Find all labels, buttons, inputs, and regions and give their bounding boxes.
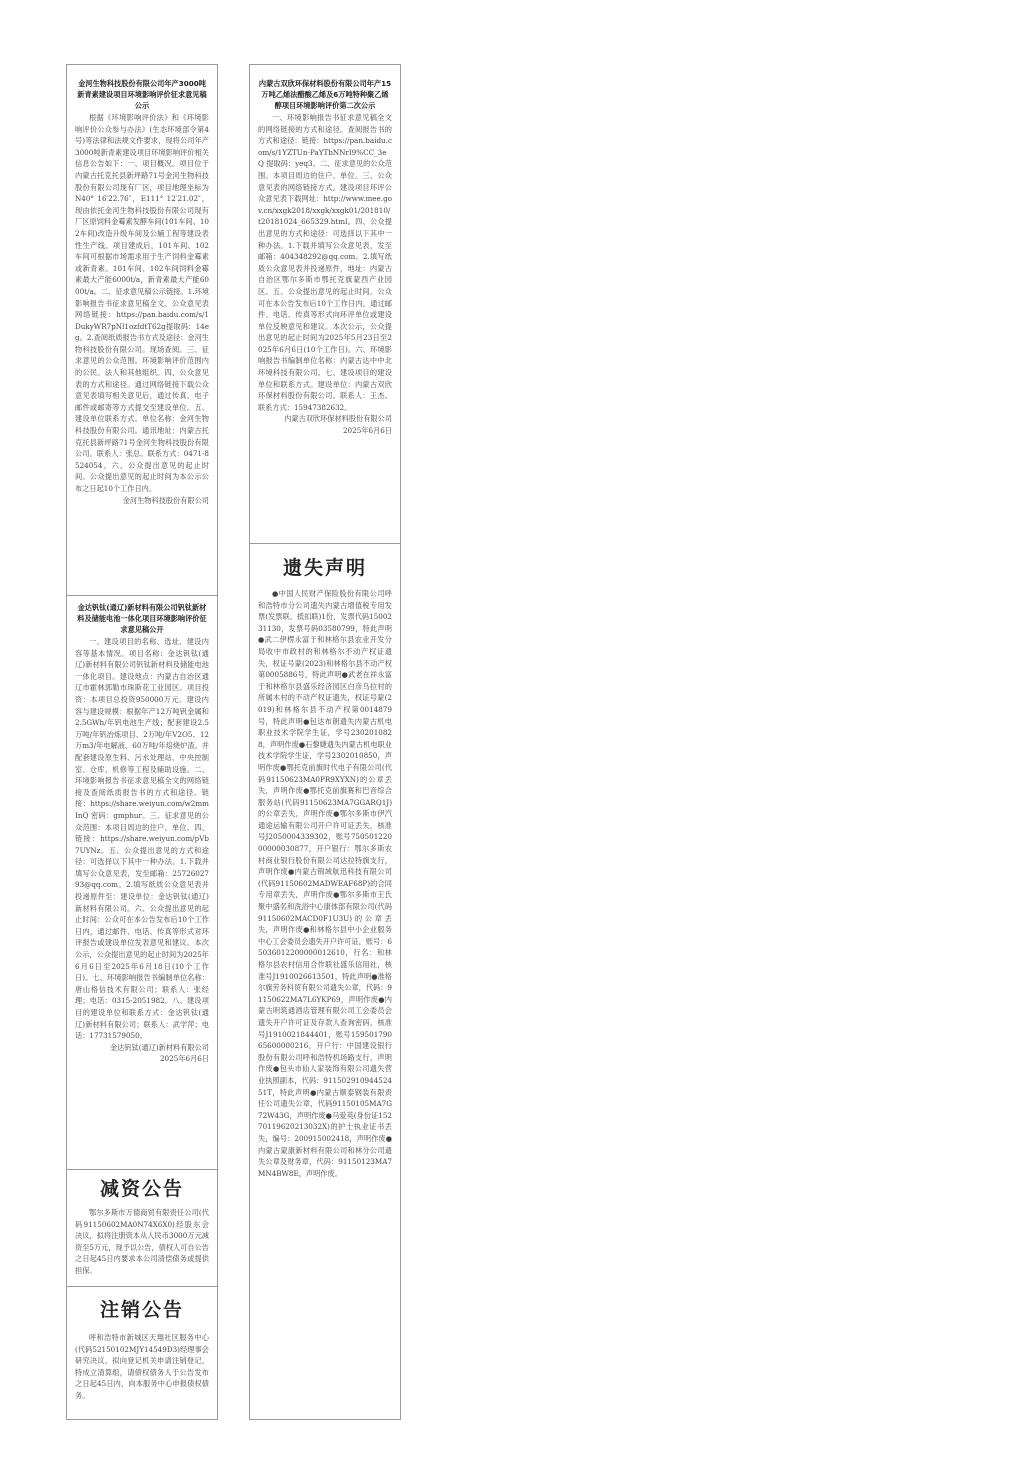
notice-jinda-vanadium	[67, 602, 217, 1167]
notice-title: 金达钒钛(通辽)新材料有限公司钒钛新材料及储能电池一体化项目环境影响评价征求意见稿公开	[77, 603, 207, 634]
notice-title: 金河生物科技股份有限公司年产3000吨新青素建设项目环境影响评价征求意见稿公示	[77, 79, 207, 110]
notice-deregistration	[67, 1291, 217, 1417]
left-column	[66, 64, 218, 1420]
notice-title: 内蒙古双欣环保材料股份有限公司年产15万吨乙烯法醋酸乙烯及6万吨特种聚乙烯醇项目环境影响评价第二次公示	[258, 79, 392, 110]
notice-body: 一、环境影响报告书征求意见稿全文的网络链接的方式和途径。查阅报告书的方式和途径：链接：https://pan.baidu.com/s/1YZTUn-PaYTbNNrI9%CC_3eQ 提取码：yeq3。二、征求意见的公众范围。本项目周边的住户、单位。三、公众意见表的网络链接方式。建设项目环评公众意见表下载网址：http://www.mee.gov.cn/xxgk2018/xxgk/xxgk01/201810/t20181024_665329.html。四、公众提出意见的方式和途径：可选择以下其中一种办法。1.下载并填写公众意见表，发至邮箱：404348292@qq.com。2.填写纸质公众意见表并投递原件，地址：内蒙古自治区鄂尔多斯市鄂托克旗蒙西产业园区。五、公众提出意见的起止时间。公众可在本公告发布后10个工作日内，通过邮件、电话、传真等形式向环评单位或建设单位反映意见和建议。本次公示，公众提出意见的起止时间为2025年5月23日至2025年6月6日(10个工作日)。六、环境影响报告书编制单位名称：内蒙古达中中北环境科技有限公司。七、建设项目的建设单位和联系方式。建设单位：内蒙古双欣环保材料股份有限公司。联系人：王杰。联系方式：15947382632。	[258, 113, 392, 412]
notice-date: 2025年6月6日	[159, 1054, 209, 1064]
notice-signature: 内蒙古双欣环保材料股份有限公司	[284, 414, 392, 424]
notice-body: 鄂尔多斯市万德商贸有限责任公司(代码91150602MA0N74X6X0)经股东会决议，拟将注册资本从人民币3000万元减资至5万元，现予以公告，债权人可自公告之日起45日内要求本公司清偿债务或提供担保。	[75, 1208, 209, 1275]
right-column	[249, 64, 401, 1420]
notice-capital-reduction	[67, 1173, 217, 1283]
divider	[67, 595, 217, 596]
notice-date: 2025年6月6日	[342, 426, 392, 436]
notice-shuangxin	[250, 78, 400, 543]
notice-signature: 金河生物科技股份有限公司	[122, 495, 209, 505]
notice-signature: 金达钒钛(通辽)新材料有限公司	[109, 1042, 209, 1052]
divider	[250, 543, 400, 544]
notice-body: 呼和浩特市新城区天翔社区服务中心(代码52150102MJY14549D3)经理事会研究决议，拟向登记机关申请注销登记，特成立清算组，请债权债务人于公告发布之日起45日内，向本服务中心申报债权债务。	[75, 1333, 209, 1400]
notice-jinhe-bio	[67, 78, 217, 592]
section-heading: 注销公告	[99, 1299, 184, 1321]
divider	[67, 1286, 217, 1287]
notice-body: ●中国人民财产保险股份有限公司呼和浩特市分公司遗失内蒙古增值税专用发票(发票联、抵扣联)1份，发票代码1500231130，发票号码03580799，特此声明●武二伊楞永富于和林格尔县农业开发分局收中市政村的和林格尔不动产权证遗失，权证号蒙(2023)和林格尔县不动产权第0005886号，特此声明●武老在祥永富于和林格尔县盛乐经济园区白彦乌拉村的所属木村的不动产权证遗失，权证号蒙(2019)和林格尔县不动产权第0014879号，特此声明●包达布朗遗失内蒙古机电职业技术学院学生证，学号2302010828，声明作废●石黎婕遗失内蒙古机电职业技术学院学生证，学号2302010850，声明作废●鄂托克前旗时代电子有限公司(代码91150623MA0PR9XYXN)的公章丢失，声明作废●鄂托克前旗赛和巴音综合服务站(代码91150623MA7GGARQ1J)的公章丢失，声明作废●鄂尔多斯市伊汽通途运输有限公司开户许可证丢失，核准号J2050004339302，账号75050122000000030877，开户银行：鄂尔多斯农村商业银行股份有限公司达拉特旗支行，声明作废●内蒙古锦域航迅科技有限公司(代码91150602MADWEAF68P)的合同专用章丢失，声明作废●鄂尔多斯市王氏聚中盛名和洗浴中心康体部有限公司(代码91150602MACD0F1U3U)的公章丢失，声明作废●和林格尔县中小企业服务中心工会委员会遗失开户许可证，账号：65036012200000012610，行名：和林格尔县农村信用合作联社盛乐信用社，核准号J1910026613501，特此声明●准格尔旗劳务科贸有限公司遗失公章，代码：91150622MA7L6YKP69，声明作废●内蒙古明筑通酒店管理有限公司工会委员会遗失开户许可证及存款人查询密码，核准号J1910021844401，账号15950179065600000216，开户行：中国建设银行股份有限公司呼和浩特机场路支行，声明作废●包头市仙人家装饰有限公司遗失营业执照副本，代码：91150291094452451T，特此声明●内蒙古顺泰钢装有限责任公司遗失公章，代码91150105MA7G72W43G，声明作废●马爱英(身份证15270119620213032X)的护士执业证书丢失，编号：200915002418，声明作废●内蒙古蒙康新材料有限公司和林分公司遗失公章及财务章，代码：91150123MA7MN4BW8E，声明作废。	[258, 589, 392, 1178]
section-heading: 减资公告	[99, 1178, 184, 1200]
notice-body: 根据《环境影响评价法》和《环境影响评价公众参与办法》(生态环境部令第4号)等法律和法规文件要求，现将公司年产3000吨新青素建设项目环境影响评价相关信息公告如下：一、项目概况。项目位于内蒙古托克托县新坪路71号金河生物科技股份有限公司现有厂区，项目地理坐标为N40° 16′22.76″，E111° 12′21.02″，现由依托金河生物科技股份有限公司现有厂区原饲料金霉素发酵车间(101车间、102车间)改造升级车间及公辅工程等建设表性生产线。项目建成后，101车间、102车间可根据市场需求用于生产饲料金霉素或新青素。101车间、102车间饲料金霉素最大产能6000t/a，新青素最大产能6000t/a。二、征求意见稿公示链接。1.环境影响报告书征求意见稿全文、公众意见表网络链接：https://pan.baidu.com/s/1DukyWR7pNl1ozfdtT62g提取码：14eg。2.查阅纸质报告书方式及途径：金河生物科技股份有限公司。现场查阅。三、征求意见的公众范围。环境影响评价范围内的公民、法人和其他组织。四、公众意见表的方式和途径。通过网络链接下载公众意见表填写相关意见后，通过传真、电子邮件或邮寄等方式提交至建设单位。五、建设单位联系方式。单位名称：金河生物科技股份有限公司。通讯地址：内蒙古托克托县新坪路71号金河生物科技股份有限公司。联系人：张总。联系方式：0471-8524054。六、公众提出意见的起止时间。公众提出意见的起止时间为本公示公布之日起10个工作日内。	[75, 113, 209, 493]
section-heading: 遗失声明	[282, 557, 367, 579]
divider	[67, 1169, 217, 1170]
notice-lost-declarations	[250, 549, 400, 1417]
notice-body: 一、建设项目的名称、选址、建设内容等基本情况。项目名称：金达钒钛(通辽)新材料有限公司钒钛新材料及储能电池一体化项目。建设地点：内蒙古自治区通辽市霍林郭勒市珠斯花工业园区。项目投资：本项目总投资950000万元。建设内容与建设规模：根据年产12万吨钒金属和2.5GWh/年钒电池生产线；配套建设2.5万吨/年钒冶炼项目、2万吨/年V2O5、12万m3/年电解液、60万吨/年焙烧炉渣。并配套建设原生料、污水处理站、中央控制室、仓库、机修等工程及辅助设施。二、环境影响报告书征求意见稿全文的网络链接及查阅纸质报告书的方式和途径。链接：https://share.weiyun.com/w2mmInQ 密码：gmphur。三、征求意见的公众范围：本项目周边的住户、单位。四、链接：https://share.weiyun.com/pVb7UYNz。五、公众提出意见的方式和途径：可选择以下其中一种办法。1.下载并填写公众意见表，发至邮箱：2572602793@qq.com。2.填写纸质公众意见表并投递原件至：建设单位：金达钒钛(通辽)新材料有限公司。六、公众提出意见的起止时间：公众可在本公告发布后10个工作日内，通过邮件、电话、传真等形式对环评报告或建设单位发表意见和建议。本次公示，公众提出意见的起止时间为2025年6月6日至2025年6月18日(10个工作日)。七、环境影响报告书编制单位名称：唐山格信技术有限公司；联系人：张经理；电话：0315-2051982。八、建设项目的建设单位和联系方式：金达钒钛(通辽)新材料有限公司；联系人：武学萍；电话：17731579050。	[75, 637, 209, 1041]
